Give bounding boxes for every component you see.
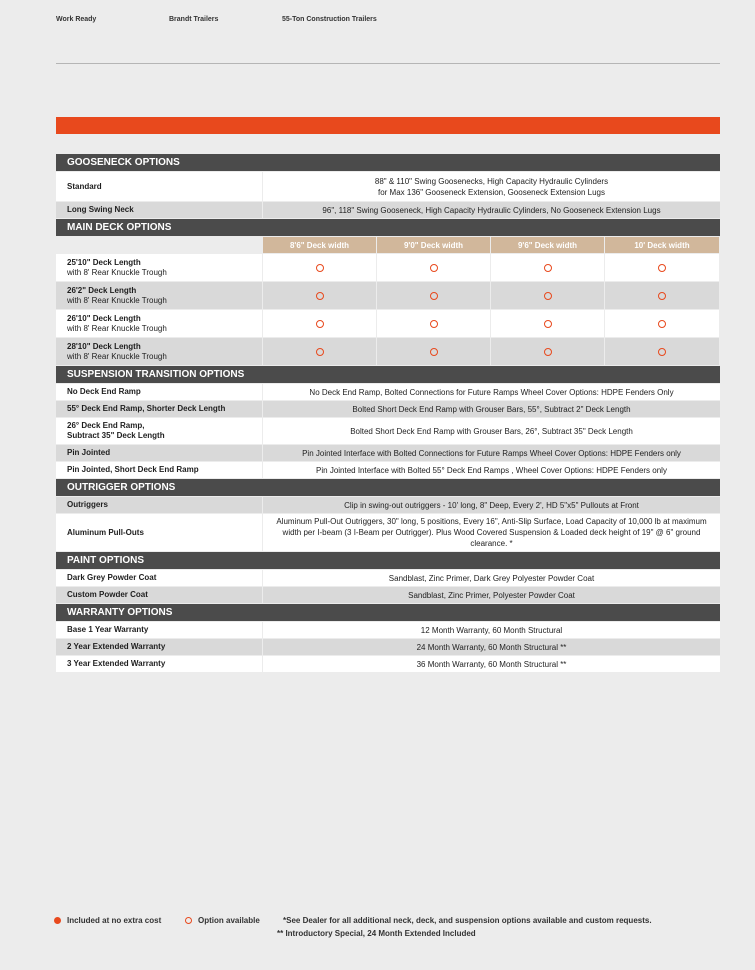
- row-value: 96", 118" Swing Gooseneck, High Capacity Hydraulic Cylinders, No Gooseneck Extension Lugs: [263, 202, 720, 218]
- legend-note-dealer: *See Dealer for all additional neck, deck, and suspension options available and custom requests.: [283, 916, 652, 925]
- table-row: [56, 282, 720, 309]
- open-circle-icon: [316, 320, 324, 328]
- row-label: 55° Deck End Ramp, Shorter Deck Length: [56, 401, 262, 417]
- row-value: 24 Month Warranty, 60 Month Structural **: [263, 639, 720, 655]
- option-cell: [377, 310, 490, 337]
- row-label: 26° Deck End Ramp, Subtract 35" Deck Length: [56, 418, 262, 444]
- table-row: [56, 401, 720, 417]
- crumb-construction-trailers[interactable]: 55-Ton Construction Trailers: [282, 16, 377, 23]
- section-suspension: SUSPENSION TRANSITION OPTIONS: [56, 366, 720, 383]
- col-header: 9'0" Deck width: [377, 237, 490, 253]
- option-cell: [377, 338, 490, 365]
- option-cell: [491, 282, 604, 309]
- row-label: 26'2" Deck Length with 8' Rear Knuckle Trough: [56, 282, 262, 309]
- table-row: [56, 202, 720, 218]
- table-row: [56, 587, 720, 603]
- table-row: [56, 656, 720, 672]
- deck-width-header: [56, 237, 720, 253]
- header-divider: [56, 63, 720, 64]
- open-circle-icon: [185, 917, 192, 924]
- open-circle-icon: [430, 348, 438, 356]
- open-circle-icon: [430, 320, 438, 328]
- table-row: [56, 622, 720, 638]
- row-label: 2 Year Extended Warranty: [56, 639, 262, 655]
- table-row: [56, 570, 720, 586]
- col-header: 8'6" Deck width: [263, 237, 376, 253]
- option-cell: [605, 254, 719, 281]
- row-value: Bolted Short Deck End Ramp with Grouser Bars, 55°, Subtract 2" Deck Length: [263, 401, 720, 417]
- option-cell: [605, 282, 719, 309]
- option-cell: [605, 338, 719, 365]
- open-circle-icon: [544, 348, 552, 356]
- option-cell: [491, 254, 604, 281]
- row-value: 36 Month Warranty, 60 Month Structural **: [263, 656, 720, 672]
- row-value: Bolted Short Deck End Ramp with Grouser Bars, 26°, Subtract 35" Deck Length: [263, 418, 720, 444]
- table-row: [56, 497, 720, 513]
- row-value: Aluminum Pull-Out Outriggers, 30" long, 5 positions, Every 16", Anti-Slip Surface, Load Capacity of 10,000 lb at maximum width per I-beam (3 I-Beam per Outrigger). Plus Wood Covered Suspension & Loaded deck height of 19" @ 6" ground clearance. *: [263, 514, 720, 551]
- open-circle-icon: [316, 348, 324, 356]
- open-circle-icon: [316, 264, 324, 272]
- option-cell: [263, 310, 376, 337]
- open-circle-icon: [430, 292, 438, 300]
- option-cell: [263, 338, 376, 365]
- crumb-brandt-trailers[interactable]: Brandt Trailers: [169, 16, 219, 23]
- open-circle-icon: [658, 348, 666, 356]
- legend-option: Option available: [185, 916, 260, 925]
- filled-circle-icon: [54, 917, 61, 924]
- section-outrigger: OUTRIGGER OPTIONS: [56, 479, 720, 496]
- row-value: Pin Jointed Interface with Bolted 55° Deck End Ramps , Wheel Cover Options: HDPE Fenders only: [263, 462, 720, 478]
- open-circle-icon: [544, 320, 552, 328]
- section-paint: PAINT OPTIONS: [56, 552, 720, 569]
- row-label: 28'10" Deck Length with 8' Rear Knuckle Trough: [56, 338, 262, 365]
- row-value: No Deck End Ramp, Bolted Connections for Future Ramps Wheel Cover Options: HDPE Fenders Only: [263, 384, 720, 400]
- open-circle-icon: [658, 320, 666, 328]
- row-label: 3 Year Extended Warranty: [56, 656, 262, 672]
- row-label: Long Swing Neck: [56, 202, 262, 218]
- table-row: [56, 254, 720, 281]
- open-circle-icon: [658, 264, 666, 272]
- open-circle-icon: [430, 264, 438, 272]
- table-row: [56, 445, 720, 461]
- open-circle-icon: [658, 292, 666, 300]
- row-value: Pin Jointed Interface with Bolted Connections for Future Ramps Wheel Cover Options: HDPE Fenders only: [263, 445, 720, 461]
- row-value: Clip in swing-out outriggers - 10' long, 8" Deep, Every 2', HD 5"x5" Pullouts at Front: [263, 497, 720, 513]
- row-label: Outriggers: [56, 497, 262, 513]
- row-label: Standard: [56, 172, 262, 201]
- col-header: 9'6" Deck width: [491, 237, 604, 253]
- table-row: [56, 514, 720, 551]
- deck-rows: [56, 254, 720, 365]
- section-warranty: WARRANTY OPTIONS: [56, 604, 720, 621]
- table-row: [56, 418, 720, 444]
- row-value: Sandblast, Zinc Primer, Polyester Powder Coat: [263, 587, 720, 603]
- section-gooseneck: GOOSENECK OPTIONS: [56, 154, 720, 171]
- row-label: Pin Jointed, Short Deck End Ramp: [56, 462, 262, 478]
- open-circle-icon: [544, 292, 552, 300]
- table-row: [56, 310, 720, 337]
- row-label: 26'10" Deck Length with 8' Rear Knuckle Trough: [56, 310, 262, 337]
- row-value: 88" & 110" Swing Goosenecks, High Capacity Hydraulic Cylinders for Max 136" Gooseneck Extension, Gooseneck Extension Lugs: [263, 172, 720, 201]
- row-label: Base 1 Year Warranty: [56, 622, 262, 638]
- spec-table: [56, 153, 720, 672]
- option-cell: [377, 282, 490, 309]
- row-value: 12 Month Warranty, 60 Month Structural: [263, 622, 720, 638]
- option-cell: [263, 282, 376, 309]
- row-label: Pin Jointed: [56, 445, 262, 461]
- row-label: Dark Grey Powder Coat: [56, 570, 262, 586]
- option-cell: [263, 254, 376, 281]
- crumb-work-ready[interactable]: Work Ready: [56, 16, 97, 23]
- open-circle-icon: [544, 264, 552, 272]
- table-row: [56, 384, 720, 400]
- legend-note-introductory: ** Introductory Special, 24 Month Extended Included: [277, 929, 476, 938]
- section-main-deck: MAIN DECK OPTIONS: [56, 219, 720, 236]
- row-value: Sandblast, Zinc Primer, Dark Grey Polyester Powder Coat: [263, 570, 720, 586]
- option-cell: [605, 310, 719, 337]
- col-header: 10' Deck width: [605, 237, 719, 253]
- option-cell: [491, 310, 604, 337]
- row-label: 25'10" Deck Length with 8' Rear Knuckle Trough: [56, 254, 262, 281]
- table-row: [56, 639, 720, 655]
- table-row: [56, 338, 720, 365]
- option-cell: [491, 338, 604, 365]
- legend-included: Included at no extra cost: [54, 916, 161, 925]
- accent-bar: [56, 117, 720, 134]
- row-label: No Deck End Ramp: [56, 384, 262, 400]
- option-cell: [377, 254, 490, 281]
- table-row: [56, 172, 720, 201]
- row-label: Aluminum Pull-Outs: [56, 514, 262, 551]
- row-label: Custom Powder Coat: [56, 587, 262, 603]
- open-circle-icon: [316, 292, 324, 300]
- table-row: [56, 462, 720, 478]
